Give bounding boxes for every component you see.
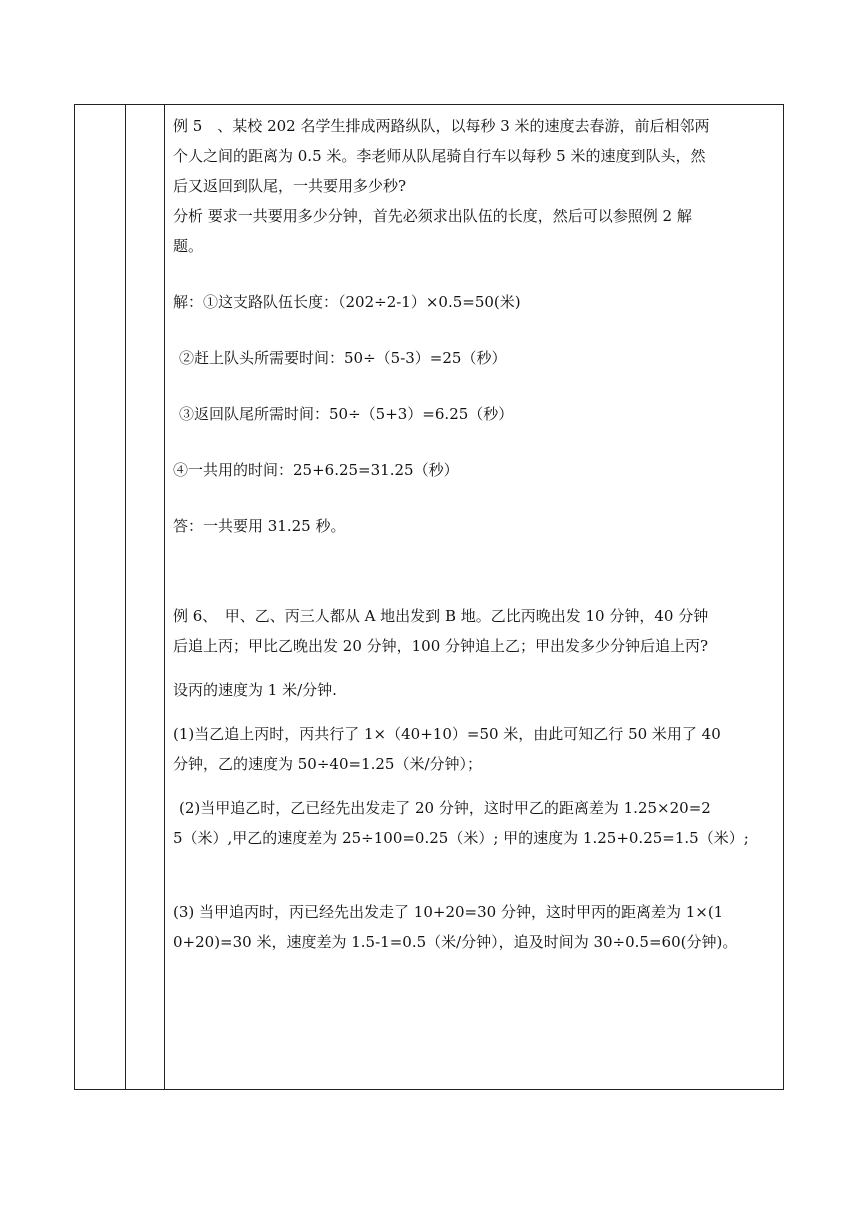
solution-step-2: ②赶上队头所需要时间：50÷（5-3）=25（秒） — [179, 349, 507, 367]
analysis-line: 分析 要求一共要用多少分钟，首先必须求出队伍的长度，然后可以参照例 2 解 — [173, 207, 692, 225]
solution-step-1: 解：①这支路队伍长度：（202÷2-1）×0.5=50(米) — [173, 293, 521, 311]
analysis-line: 题。 — [173, 237, 204, 255]
solution-step-4: ④一共用的时间：25+6.25=31.25（秒） — [173, 461, 459, 479]
column-divider-2 — [164, 105, 165, 1089]
setup-line: 设丙的速度为 1 米/分钟. — [173, 681, 337, 699]
part1-line: (1)当乙追上丙时，丙共行了 1×（40+10）=50 米，由此可知乙行 50 米用了 40 — [173, 725, 721, 743]
example5-line: 个人之间的距离为 0.5 米。李老师从队尾骑自行车以每秒 5 米的速度到队头，然 — [173, 147, 706, 165]
worksheet-table — [74, 104, 784, 1090]
example6-line: 后追上丙；甲比乙晚出发 20 分钟，100 分钟追上乙；甲出发多少分钟后追上丙? — [173, 637, 709, 655]
part3-line: (3) 当甲追丙时，丙已经先出发走了 10+20=30 分钟，这时甲丙的距离差为 1×(1 — [173, 903, 724, 921]
example5-line: 例 5 、某校 202 名学生排成两路纵队，以每秒 3 米的速度去春游，前后相邻两 — [173, 117, 710, 135]
example6-line: 例 6、 甲、乙、丙三人都从 A 地出发到 B 地。乙比丙晚出发 10 分钟，40 分钟 — [173, 607, 709, 625]
answer-line: 答：一共要用 31.25 秒。 — [173, 517, 346, 535]
part2-line: 5（米）,甲乙的速度差为 25÷100=0.25（米）; 甲的速度为 1.25+0.25=1.5（米）; — [173, 829, 749, 847]
example5-line: 后又返回到队尾，一共要用多少秒? — [173, 177, 407, 195]
example-6 — [173, 601, 778, 957]
column-divider-1 — [125, 105, 126, 1089]
content-cell — [173, 111, 778, 957]
example-5 — [173, 111, 778, 541]
solution-step-3: ③返回队尾所需时间：50÷（5+3）=6.25（秒） — [179, 405, 514, 423]
part1-line: 分钟，乙的速度为 50÷40=1.25（米/分钟）； — [173, 755, 483, 773]
part3-line: 0+20)=30 米，速度差为 1.5-1=0.5（米/分钟），追及时间为 30÷0.5=60(分钟)。 — [173, 933, 738, 951]
part2-line: (2)当甲追乙时，乙已经先出发走了 20 分钟，这时甲乙的距离差为 1.25×20=2 — [179, 799, 711, 817]
